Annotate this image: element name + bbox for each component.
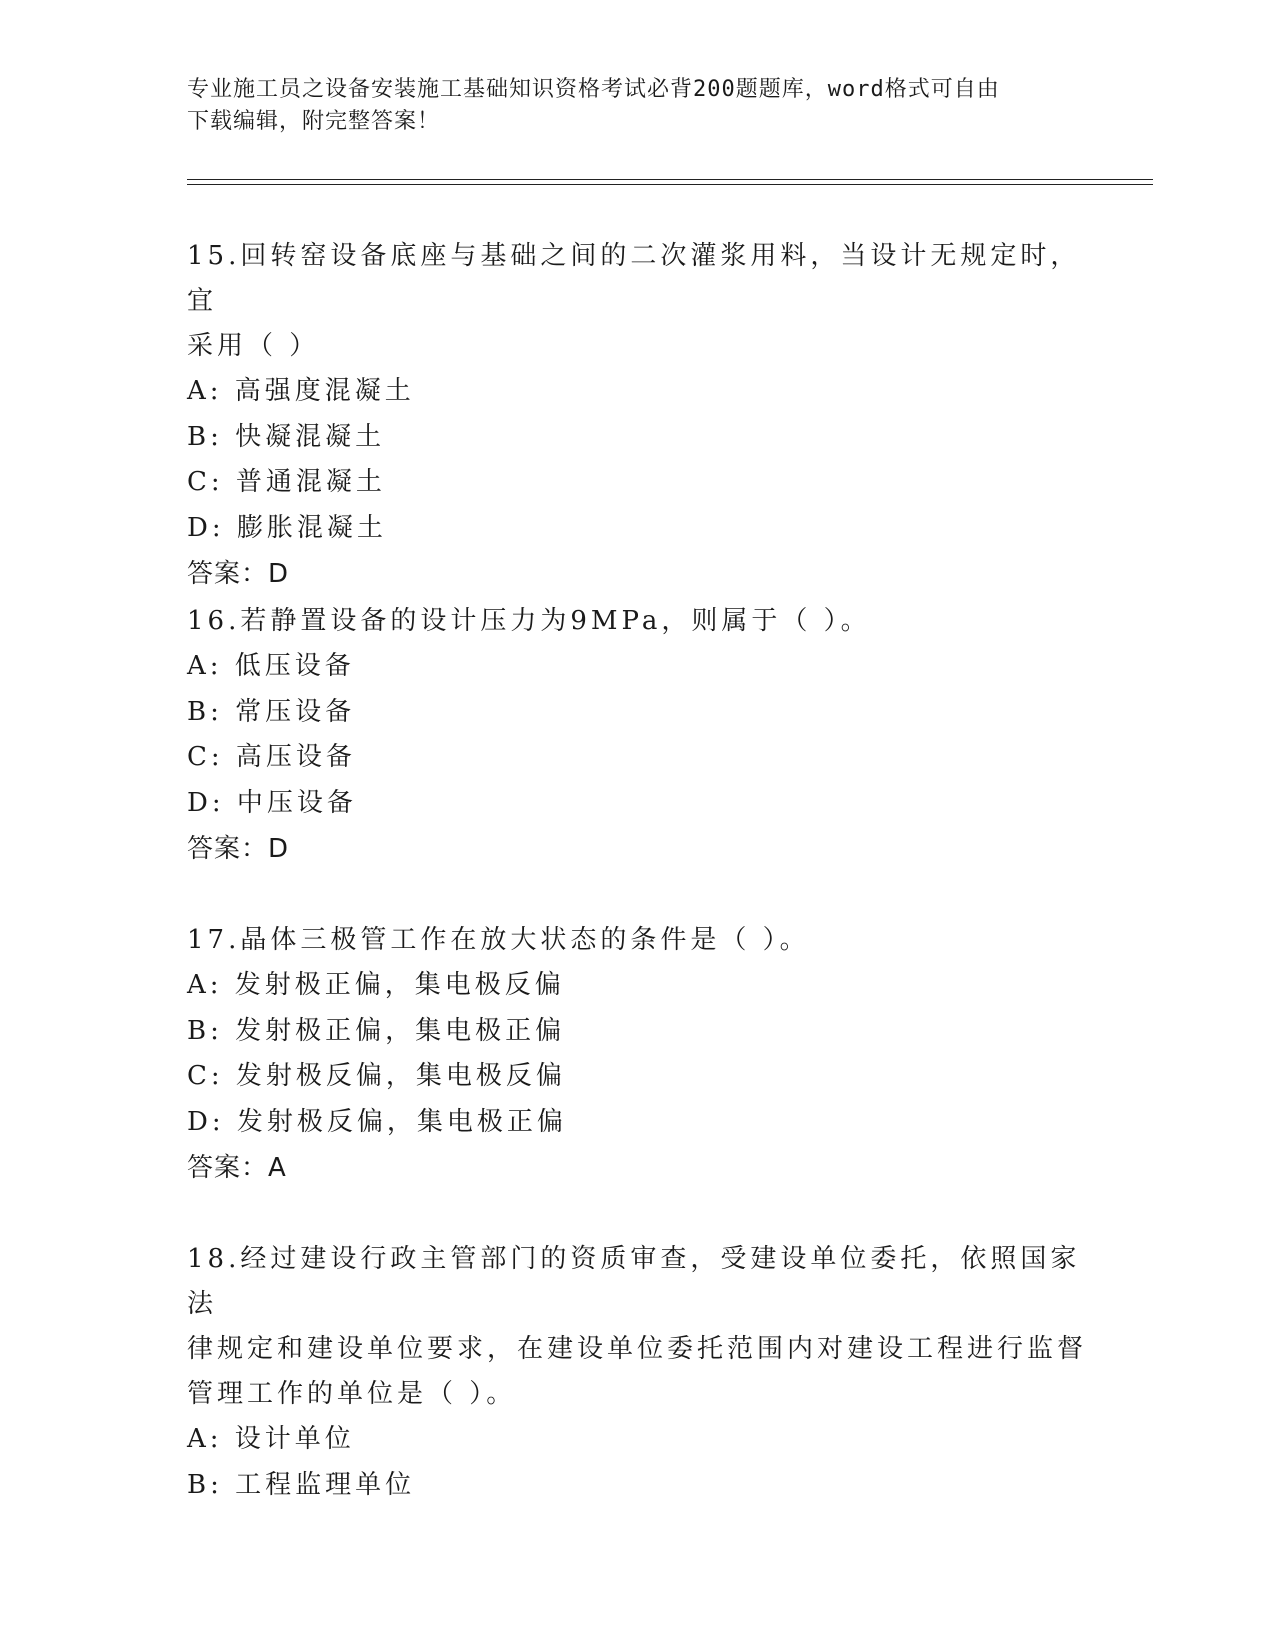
option-a: A: 高强度混凝土 — [187, 376, 415, 406]
option-c: C: 普通混凝土 — [187, 467, 386, 497]
question-18 — [187, 1237, 1087, 1508]
question-16 — [187, 599, 1087, 872]
question-stem-line: 15.回转窑设备底座与基础之间的二次灌浆用料，当设计无规定时，宜 — [187, 241, 1081, 316]
answer: 答案：D — [187, 559, 290, 589]
header-line-1: 专业施工员之设备安装施工基础知识资格考试必背200题题库，word格式可自由 — [187, 77, 1000, 102]
header-divider-top — [187, 179, 1153, 180]
header-divider-bottom — [187, 184, 1153, 185]
answer: 答案：A — [187, 1153, 287, 1183]
option-d: D: 膨胀混凝土 — [187, 512, 387, 543]
option-d: D: 中压设备 — [187, 787, 357, 818]
option-a: A: 低压设备 — [187, 651, 355, 681]
question-17 — [187, 918, 1087, 1191]
option-a: A: 发射极正偏，集电极反偏 — [187, 970, 565, 1000]
option-c: C: 高压设备 — [187, 742, 356, 772]
question-stem-line: 16.若静置设备的设计压力为9MPa，则属于（ ）。 — [187, 606, 871, 636]
question-stem-line: 管理工作的单位是（ ）。 — [187, 1379, 517, 1409]
option-b: B: 发射极正偏，集电极正偏 — [187, 1015, 566, 1046]
document-header — [187, 74, 1067, 138]
question-stem-line: 17.晶体三极管工作在放大状态的条件是（ ）。 — [187, 925, 810, 955]
question-stem-line: 律规定和建设单位要求，在建设单位委托范围内对建设工程进行监督 — [187, 1334, 1088, 1364]
question-15 — [187, 234, 1087, 597]
option-c: C: 发射极反偏，集电极反偏 — [187, 1061, 566, 1091]
answer: 答案：D — [187, 834, 290, 864]
header-line-2: 下载编辑，附完整答案！ — [187, 109, 441, 134]
option-b: B: 工程监理单位 — [187, 1469, 416, 1500]
question-stem-line: 18.经过建设行政主管部门的资质审查，受建设单位委托，依照国家法 — [187, 1244, 1081, 1319]
option-b: B: 快凝混凝土 — [187, 421, 386, 452]
question-stem-line: 采用（ ） — [187, 331, 320, 361]
option-d: D: 发射极反偏，集电极正偏 — [187, 1106, 567, 1137]
option-a: A: 设计单位 — [187, 1424, 355, 1454]
option-b: B: 常压设备 — [187, 696, 356, 727]
